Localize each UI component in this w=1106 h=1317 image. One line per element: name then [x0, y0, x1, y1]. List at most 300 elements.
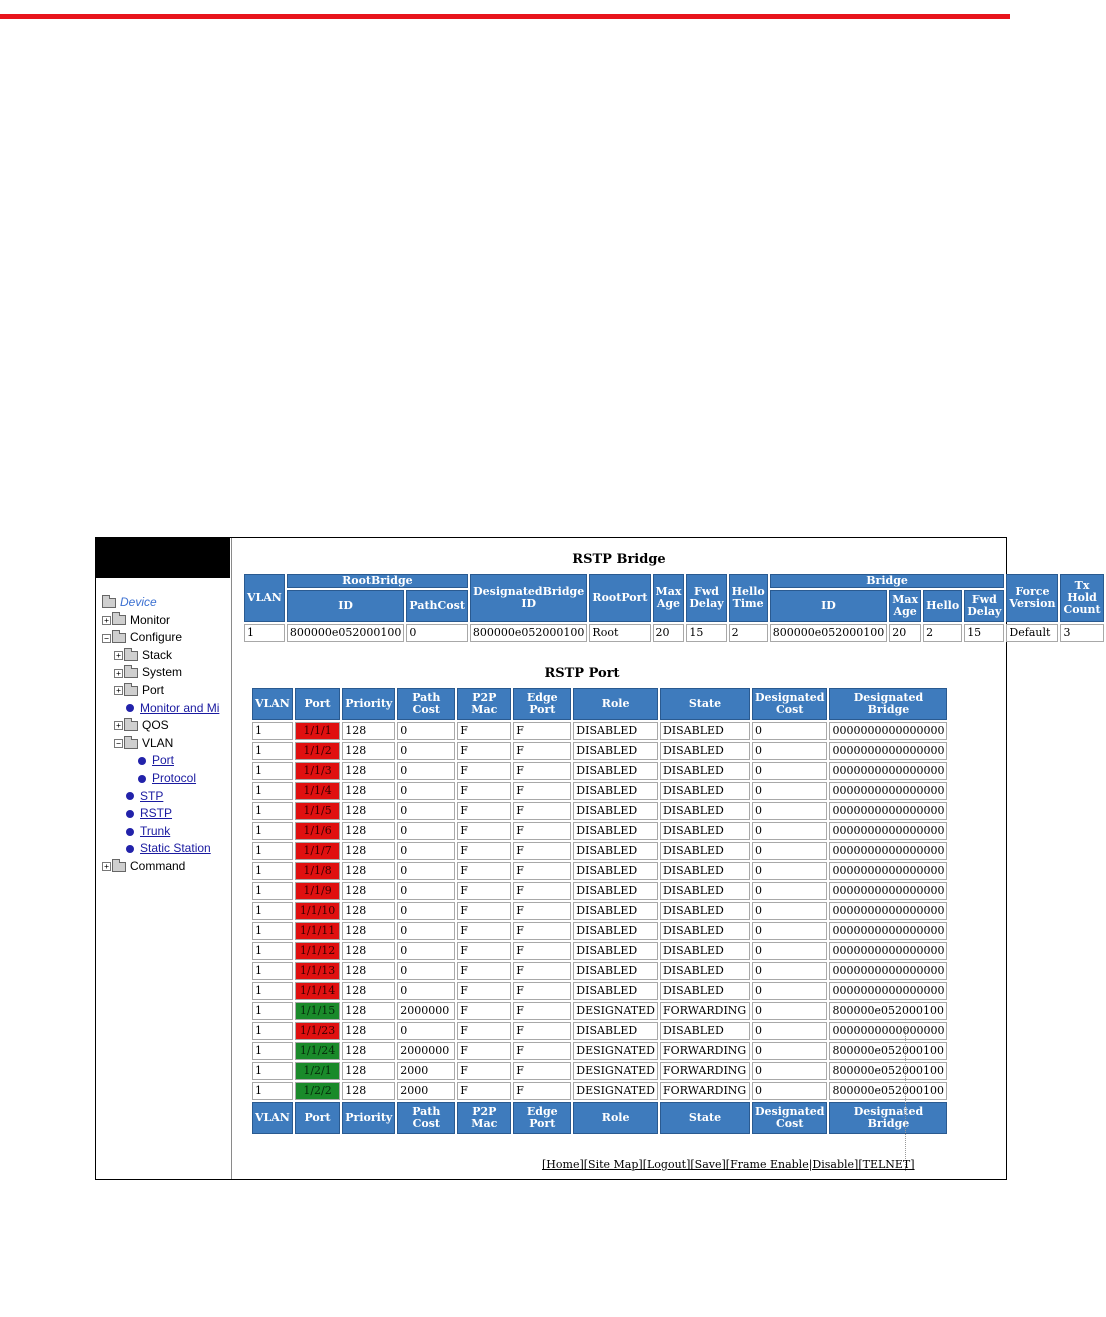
tree-item-trunk[interactable]: Trunk	[102, 823, 232, 841]
col-bridge-max-age: Max Age	[889, 590, 921, 622]
table-cell: 800000e052000100	[829, 1082, 947, 1100]
table-cell: 128	[342, 722, 395, 740]
folder-icon	[112, 862, 126, 872]
table-cell: F	[513, 782, 571, 800]
table-cell: 0	[752, 922, 828, 940]
table-cell: 128	[342, 982, 395, 1000]
table-cell: 1	[252, 1062, 293, 1080]
table-row	[252, 1022, 947, 1040]
col-bridge-fwd-delay: Fwd Delay	[964, 590, 1004, 622]
port-status-cell[interactable]: 1/1/9	[295, 882, 340, 900]
table-cell: DISABLED	[573, 922, 658, 940]
table-cell: DISABLED	[573, 762, 658, 780]
table-cell: F	[513, 1062, 571, 1080]
table-cell: 0000000000000000	[829, 1022, 947, 1040]
tree-item-qos[interactable]: + QOS	[102, 717, 232, 735]
table-cell: 0	[397, 842, 455, 860]
table-cell: 0	[397, 782, 455, 800]
table-cell: DESIGNATED	[573, 1002, 658, 1020]
col-max-age: Max Age	[653, 574, 685, 622]
col-port: Port	[295, 1102, 340, 1134]
table-cell: 1	[252, 1022, 293, 1040]
collapse-minus-icon[interactable]: −	[114, 739, 123, 748]
table-row	[252, 922, 947, 940]
port-status-cell[interactable]: 1/1/10	[295, 902, 340, 920]
table-cell: 0	[397, 1022, 455, 1040]
table-cell: F	[457, 742, 511, 760]
page-bullet-icon	[126, 704, 134, 712]
rstp-port-title: RSTP Port	[544, 666, 620, 681]
table-cell: 0000000000000000	[829, 822, 947, 840]
top-red-rule	[0, 14, 1010, 19]
table-cell: F	[513, 842, 571, 860]
table-cell: F	[457, 1082, 511, 1100]
port-status-cell[interactable]: 1/1/5	[295, 802, 340, 820]
col-vlan: VLAN	[252, 1102, 293, 1134]
table-cell: 0	[397, 882, 455, 900]
table-cell: 128	[342, 1022, 395, 1040]
table-row	[252, 742, 947, 760]
col-state: State	[660, 688, 750, 720]
col-path-cost: Path Cost	[397, 1102, 455, 1134]
table-cell: 0	[397, 942, 455, 960]
expand-plus-icon[interactable]: +	[114, 686, 123, 695]
col-role: Role	[573, 688, 658, 720]
table-cell: 1	[252, 962, 293, 980]
expand-plus-icon[interactable]: +	[102, 616, 111, 625]
table-cell: DISABLED	[660, 942, 750, 960]
table-cell: 0000000000000000	[829, 782, 947, 800]
table-row	[252, 862, 947, 880]
table-cell: F	[457, 782, 511, 800]
table-cell: 800000e052000100	[829, 1062, 947, 1080]
table-cell: F	[457, 1022, 511, 1040]
tree-item-vlan-protocol[interactable]: Protocol	[102, 770, 232, 788]
table-cell: 0	[752, 1002, 828, 1020]
expand-plus-icon[interactable]: +	[102, 862, 111, 871]
expand-plus-icon[interactable]: +	[114, 669, 123, 678]
table-cell: 1	[252, 1082, 293, 1100]
col-hello-time: Hello Time	[729, 574, 768, 622]
table-cell: 128	[342, 962, 395, 980]
cell-rootport: Root	[589, 624, 650, 642]
table-row	[252, 1042, 947, 1060]
table-cell: 128	[342, 742, 395, 760]
table-cell: 128	[342, 1062, 395, 1080]
col-bridge-id: ID	[770, 590, 888, 622]
page-bullet-icon	[138, 757, 146, 765]
web-ui-frame	[95, 537, 1101, 1180]
table-cell: 0	[752, 1082, 828, 1100]
col-tx-hold-count: Tx Hold Count	[1060, 574, 1103, 622]
table-cell: 0	[397, 722, 455, 740]
table-cell: DESIGNATED	[573, 1082, 658, 1100]
table-cell: 0	[752, 782, 828, 800]
col-pathcost: PathCost	[406, 590, 468, 622]
table-cell: 0000000000000000	[829, 842, 947, 860]
table-cell: DISABLED	[573, 962, 658, 980]
table-cell: 0000000000000000	[829, 962, 947, 980]
table-cell: F	[513, 882, 571, 900]
table-cell: 128	[342, 762, 395, 780]
tree-item-rstp[interactable]: RSTP	[102, 805, 232, 823]
table-cell: 1	[252, 782, 293, 800]
col-p2p-mac: P2P Mac	[457, 688, 511, 720]
col-force-version: Force Version	[1006, 574, 1058, 622]
page-bullet-icon	[138, 775, 146, 783]
table-cell: 0	[752, 962, 828, 980]
port-status-cell[interactable]: 1/1/15	[295, 1002, 340, 1020]
table-cell: 0	[752, 742, 828, 760]
table-cell: DISABLED	[660, 982, 750, 1000]
table-cell: 2000000	[397, 1002, 455, 1020]
port-status-cell[interactable]: 1/1/6	[295, 822, 340, 840]
cell-designated-id: 800000e052000100	[470, 624, 588, 642]
table-cell: F	[513, 1002, 571, 1020]
cell-max-age: 20	[653, 624, 685, 642]
tree-item-command[interactable]: + Command	[102, 858, 232, 876]
nav-tree	[102, 594, 232, 876]
table-cell: F	[513, 762, 571, 780]
table-cell: 2000000	[397, 1042, 455, 1060]
col-designated-bridge: Designated Bridge	[829, 1102, 947, 1134]
table-cell: F	[457, 1002, 511, 1020]
main-content	[232, 538, 1101, 1179]
table-cell: 0	[752, 862, 828, 880]
col-rootport: RootPort	[589, 574, 650, 622]
folder-icon	[124, 686, 138, 696]
col-rootbridge: RootBridge	[287, 574, 468, 588]
table-row	[252, 762, 947, 780]
table-cell: DISABLED	[573, 862, 658, 880]
table-cell: 0	[752, 842, 828, 860]
table-cell: 128	[342, 782, 395, 800]
table-cell: F	[513, 802, 571, 820]
footer-links	[542, 1158, 915, 1171]
table-row	[252, 882, 947, 900]
port-status-cell[interactable]: 1/1/7	[295, 842, 340, 860]
table-cell: 128	[342, 862, 395, 880]
table-cell: 128	[342, 882, 395, 900]
table-cell: 0000000000000000	[829, 802, 947, 820]
table-cell: DISABLED	[660, 822, 750, 840]
table-row	[252, 802, 947, 820]
footer-link[interactable]: [Frame Enable|Disable]	[725, 1158, 859, 1171]
cell-vlan: 1	[244, 624, 285, 642]
table-cell: 1	[252, 922, 293, 940]
table-cell: 0	[397, 922, 455, 940]
table-cell: 0000000000000000	[829, 982, 947, 1000]
table-cell: F	[457, 722, 511, 740]
table-row	[252, 1082, 947, 1100]
col-designated-cost: Designated Cost	[752, 688, 828, 720]
col-bridge: Bridge	[770, 574, 1005, 588]
table-cell: FORWARDING	[660, 1002, 750, 1020]
port-status-cell[interactable]: 1/2/2	[295, 1082, 340, 1100]
table-cell: DISABLED	[573, 822, 658, 840]
footer-link[interactable]: [Save]	[690, 1158, 726, 1171]
col-fwd-delay: Fwd Delay	[686, 574, 726, 622]
cell-tx-hold: 3	[1060, 624, 1103, 642]
table-cell: 0	[752, 1062, 828, 1080]
navigation-sidebar	[96, 538, 232, 1179]
table-cell: 1	[252, 1042, 293, 1060]
port-status-cell[interactable]: 1/1/13	[295, 962, 340, 980]
table-cell: 1	[252, 822, 293, 840]
table-cell: 1	[252, 882, 293, 900]
page-bullet-icon	[126, 828, 134, 836]
table-cell: 0	[397, 762, 455, 780]
table-cell: 1	[252, 802, 293, 820]
rstp-bridge-title: RSTP Bridge	[572, 552, 666, 567]
table-cell: 128	[342, 1042, 395, 1060]
table-cell: 0000000000000000	[829, 922, 947, 940]
table-cell: DISABLED	[573, 882, 658, 900]
table-cell: DISABLED	[573, 942, 658, 960]
expand-plus-icon[interactable]: +	[114, 721, 123, 730]
cell-bridge-id: 800000e052000100	[770, 624, 888, 642]
rstp-port-table	[250, 686, 949, 1136]
table-cell: DISABLED	[573, 802, 658, 820]
table-cell: DISABLED	[660, 922, 750, 940]
table-cell: 0	[397, 902, 455, 920]
table-cell: 128	[342, 842, 395, 860]
table-cell: 1	[252, 942, 293, 960]
footer-link[interactable]: [Home]	[542, 1158, 584, 1171]
col-vlan: VLAN	[252, 688, 293, 720]
tree-item-stack[interactable]: + Stack	[102, 647, 232, 665]
table-row	[252, 982, 947, 1000]
table-row	[252, 722, 947, 740]
bridge-row	[244, 624, 1104, 642]
port-status-cell[interactable]: 1/1/23	[295, 1022, 340, 1040]
table-cell: 128	[342, 1082, 395, 1100]
table-cell: 0	[752, 762, 828, 780]
table-cell: 2000	[397, 1082, 455, 1100]
tree-item-monitor-mirror[interactable]: Monitor and Mi	[102, 700, 232, 718]
col-designated-bridge-id: DesignatedBridge ID	[470, 574, 588, 622]
cell-hello: 2	[923, 624, 962, 642]
rstp-bridge-table	[242, 572, 1106, 644]
table-row	[252, 942, 947, 960]
tree-item-monitor[interactable]: + Monitor	[102, 612, 232, 630]
cell-root-id: 800000e052000100	[287, 624, 405, 642]
table-cell: F	[513, 722, 571, 740]
table-cell: 0	[752, 1022, 828, 1040]
table-cell: DISABLED	[660, 722, 750, 740]
table-row	[252, 1002, 947, 1020]
footer-link[interactable]: [TELNET]	[858, 1158, 915, 1171]
table-cell: F	[457, 1062, 511, 1080]
footer-link[interactable]: [Site Map]	[583, 1158, 643, 1171]
table-cell: F	[457, 762, 511, 780]
tree-item-port[interactable]: + Port	[102, 682, 232, 700]
table-cell: DISABLED	[573, 1022, 658, 1040]
col-priority: Priority	[342, 1102, 395, 1134]
table-cell: F	[457, 842, 511, 860]
frame-divider	[905, 1026, 907, 1171]
tree-item-static-station[interactable]: Static Station	[102, 840, 232, 858]
table-cell: 800000e052000100	[829, 1002, 947, 1020]
table-cell: 0	[397, 742, 455, 760]
table-cell: 1	[252, 722, 293, 740]
table-cell: F	[457, 942, 511, 960]
table-cell: 1	[252, 842, 293, 860]
table-row	[252, 1062, 947, 1080]
table-cell: F	[457, 822, 511, 840]
table-cell: DISABLED	[573, 842, 658, 860]
tree-item-configure[interactable]: − Configure	[102, 629, 232, 647]
col-path-cost: Path Cost	[397, 688, 455, 720]
page-bullet-icon	[126, 845, 134, 853]
table-cell: F	[513, 1022, 571, 1040]
cell-hello-time: 2	[729, 624, 768, 642]
table-cell: F	[457, 902, 511, 920]
table-row	[252, 782, 947, 800]
port-table-header	[252, 688, 947, 720]
cell-bridge-fwd-delay: 15	[964, 624, 1004, 642]
table-cell: FORWARDING	[660, 1062, 750, 1080]
cell-pathcost: 0	[406, 624, 468, 642]
table-cell: 0000000000000000	[829, 742, 947, 760]
cell-bridge-max-age: 20	[889, 624, 921, 642]
table-cell: DISABLED	[660, 742, 750, 760]
port-status-cell[interactable]: 1/1/24	[295, 1042, 340, 1060]
table-cell: 0000000000000000	[829, 882, 947, 900]
table-cell: DISABLED	[660, 1022, 750, 1040]
table-cell: F	[513, 862, 571, 880]
table-cell: 0	[752, 802, 828, 820]
table-cell: F	[457, 862, 511, 880]
table-cell: 128	[342, 902, 395, 920]
tree-item-device[interactable]: Device	[102, 594, 232, 612]
table-cell: F	[513, 1082, 571, 1100]
table-cell: 1	[252, 1002, 293, 1020]
col-priority: Priority	[342, 688, 395, 720]
table-cell: FORWARDING	[660, 1042, 750, 1060]
col-designated-cost: Designated Cost	[752, 1102, 828, 1134]
col-role: Role	[573, 1102, 658, 1134]
table-cell: DISABLED	[573, 742, 658, 760]
tree-item-vlan-port[interactable]: Port	[102, 752, 232, 770]
table-cell: F	[513, 1042, 571, 1060]
table-cell: F	[513, 962, 571, 980]
table-cell: DISABLED	[660, 882, 750, 900]
col-bridge-hello: Hello	[923, 590, 962, 622]
table-cell: F	[457, 802, 511, 820]
table-cell: DISABLED	[573, 782, 658, 800]
expand-plus-icon[interactable]: +	[114, 651, 123, 660]
table-cell: DISABLED	[660, 782, 750, 800]
table-cell: DISABLED	[573, 982, 658, 1000]
table-cell: 0000000000000000	[829, 902, 947, 920]
table-cell: 0	[752, 822, 828, 840]
folder-open-icon	[112, 633, 126, 643]
col-state: State	[660, 1102, 750, 1134]
col-edge-port: Edge Port	[513, 1102, 571, 1134]
port-status-cell[interactable]: 1/1/14	[295, 982, 340, 1000]
table-cell: 0	[752, 722, 828, 740]
folder-icon	[112, 615, 126, 625]
table-row	[252, 822, 947, 840]
table-cell: 0	[752, 942, 828, 960]
table-cell: F	[457, 882, 511, 900]
table-cell: DISABLED	[573, 722, 658, 740]
folder-icon	[124, 668, 138, 678]
port-status-cell[interactable]: 1/1/12	[295, 942, 340, 960]
footer-link[interactable]: [Logout]	[642, 1158, 691, 1171]
table-cell: DISABLED	[660, 802, 750, 820]
table-cell: 0	[397, 822, 455, 840]
table-cell: DISABLED	[660, 842, 750, 860]
port-status-cell[interactable]: 1/1/2	[295, 742, 340, 760]
col-vlan: VLAN	[244, 574, 285, 622]
table-cell: DISABLED	[660, 902, 750, 920]
table-row	[252, 842, 947, 860]
port-status-cell[interactable]: 1/2/1	[295, 1062, 340, 1080]
table-row	[252, 902, 947, 920]
table-cell: 0	[397, 982, 455, 1000]
table-cell: DISABLED	[573, 902, 658, 920]
table-cell: 128	[342, 802, 395, 820]
table-cell: F	[513, 742, 571, 760]
col-port: Port	[295, 688, 340, 720]
table-cell: F	[513, 942, 571, 960]
port-table-footer-header	[252, 1102, 947, 1134]
table-cell: F	[457, 982, 511, 1000]
table-cell: 1	[252, 862, 293, 880]
table-cell: F	[457, 1042, 511, 1060]
folder-open-icon	[124, 739, 138, 749]
sidebar-header-bar	[96, 538, 230, 578]
table-cell: 1	[252, 902, 293, 920]
table-row	[252, 962, 947, 980]
port-status-cell[interactable]: 1/1/1	[295, 722, 340, 740]
table-cell: F	[513, 922, 571, 940]
tree-item-stp[interactable]: STP	[102, 788, 232, 806]
page-bullet-icon	[126, 810, 134, 818]
table-cell: DESIGNATED	[573, 1042, 658, 1060]
table-cell: 0	[397, 802, 455, 820]
table-cell: 0000000000000000	[829, 942, 947, 960]
port-status-cell[interactable]: 1/1/3	[295, 762, 340, 780]
tree-item-vlan[interactable]: − VLAN	[102, 735, 232, 753]
table-cell: DESIGNATED	[573, 1062, 658, 1080]
tree-item-system[interactable]: + System	[102, 664, 232, 682]
table-cell: 0000000000000000	[829, 862, 947, 880]
port-status-cell[interactable]: 1/1/4	[295, 782, 340, 800]
cell-force-version: Default	[1006, 624, 1058, 642]
table-cell: DISABLED	[660, 762, 750, 780]
folder-icon	[124, 651, 138, 661]
table-cell: F	[513, 822, 571, 840]
table-cell: 800000e052000100	[829, 1042, 947, 1060]
table-cell: DISABLED	[660, 962, 750, 980]
table-cell: 0	[397, 862, 455, 880]
table-cell: F	[513, 902, 571, 920]
collapse-minus-icon[interactable]: −	[102, 634, 111, 643]
table-cell: 0	[397, 962, 455, 980]
table-cell: DISABLED	[660, 862, 750, 880]
table-cell: 1	[252, 742, 293, 760]
col-designated-bridge: Designated Bridge	[829, 688, 947, 720]
table-cell: F	[513, 982, 571, 1000]
col-root-id: ID	[287, 590, 405, 622]
table-cell: 128	[342, 822, 395, 840]
port-status-cell[interactable]: 1/1/8	[295, 862, 340, 880]
port-status-cell[interactable]: 1/1/11	[295, 922, 340, 940]
table-cell: 0000000000000000	[829, 722, 947, 740]
